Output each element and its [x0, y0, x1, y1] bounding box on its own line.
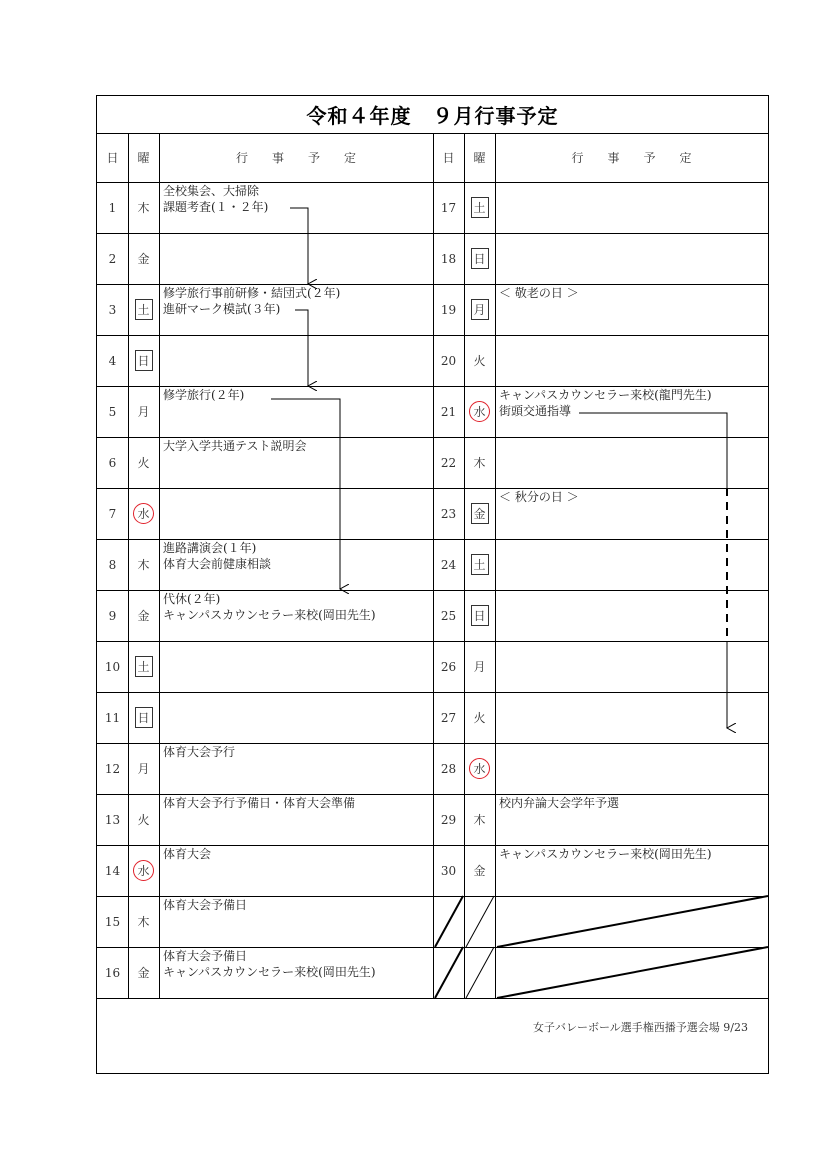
weekday-label: 木 [137, 915, 150, 929]
weekday-label: 月 [137, 405, 150, 419]
weekend-box: 日 [471, 248, 489, 269]
event-text: 進研マーク模試(３年) [163, 302, 281, 316]
event-text: 体育大会予備日 [163, 949, 248, 963]
day-number: 21 [440, 404, 457, 419]
day-number: 29 [440, 812, 457, 827]
header-events-left: 行 事 予 定 [235, 151, 356, 165]
weekend-box: 日 [135, 350, 153, 371]
day-number: 12 [104, 761, 121, 776]
day-number: 26 [440, 659, 457, 674]
day-number: 4 [108, 353, 117, 368]
arrow-traffic-guidance-top [579, 413, 727, 488]
event-text: 体育大会予行 [163, 745, 236, 759]
day-number: 25 [440, 608, 457, 623]
day-number: 27 [440, 710, 457, 725]
event-text: キャンパスカウンセラー来校(岡田先生) [499, 847, 712, 861]
event-text: 大学入学共通テスト説明会 [163, 439, 307, 453]
arrow-mock-exam [295, 310, 308, 386]
weekday-label: 金 [473, 864, 486, 878]
schedule-sheet [96, 95, 769, 1074]
event-text: 修学旅行事前研修・結団式(２年) [163, 286, 341, 300]
day-number: 13 [104, 812, 121, 827]
wednesday-circle: 水 [133, 503, 154, 524]
empty-slash-dow-1 [466, 896, 494, 947]
day-number: 17 [440, 200, 457, 215]
empty-slash-events-2 [497, 947, 768, 998]
event-text: 進路講演会(１年) [163, 541, 257, 555]
day-number: 11 [104, 710, 121, 725]
day-number: 19 [440, 302, 457, 317]
weekend-box: 日 [135, 707, 153, 728]
page-title: 令和４年度 ９月行事予定 [306, 104, 559, 128]
empty-slash-day-2 [435, 947, 463, 998]
day-number: 15 [104, 914, 121, 929]
day-number: 28 [440, 761, 457, 776]
weekend-box: 日 [471, 605, 489, 626]
event-text: 課題考査(１・２年) [163, 200, 269, 214]
arrow-exam [290, 208, 308, 284]
annotation-arrows [97, 96, 768, 1073]
event-text: 体育大会前健康相談 [163, 557, 272, 571]
header-day-left: 日 [106, 151, 119, 165]
weekend-box: 土 [471, 554, 489, 575]
wednesday-circle: 水 [469, 401, 490, 422]
weekday-label: 木 [473, 813, 486, 827]
day-number: 20 [440, 353, 457, 368]
weekday-label: 月 [137, 762, 150, 776]
weekday-label: 金 [137, 252, 150, 266]
day-number: 9 [108, 608, 117, 623]
weekday-label: 火 [473, 354, 486, 368]
weekend-box: 土 [135, 656, 153, 677]
empty-slash-dow-2 [466, 947, 494, 998]
event-text: 体育大会 [163, 847, 212, 861]
weekend-box: 土 [135, 299, 153, 320]
day-number: 5 [108, 404, 117, 419]
weekday-label: 火 [137, 456, 150, 470]
day-number: 1 [108, 200, 117, 215]
wednesday-circle: 水 [133, 860, 154, 881]
empty-slash-events-1 [497, 896, 768, 947]
weekday-label: 木 [137, 201, 150, 215]
weekday-label: 木 [473, 456, 486, 470]
weekday-label: 火 [473, 711, 486, 725]
day-number: 14 [104, 863, 121, 878]
empty-slash-day-1 [435, 896, 463, 947]
weekday-label: 金 [137, 966, 150, 980]
day-number: 30 [440, 863, 457, 878]
event-text: 全校集会、大掃除 [163, 184, 260, 198]
header-events-right: 行 事 予 定 [571, 151, 692, 165]
event-text: ＜ 敬老の日 ＞ [499, 286, 579, 300]
header-day-right: 日 [442, 151, 455, 165]
day-number: 3 [108, 302, 117, 317]
weekday-label: 木 [137, 558, 150, 572]
day-number: 6 [108, 455, 117, 470]
event-text: 代休(２年) [163, 592, 221, 606]
arrow-school-trip [271, 399, 340, 589]
weekday-label: 火 [137, 813, 150, 827]
event-text: 体育大会予行予備日・体育大会準備 [163, 796, 356, 810]
weekend-box: 月 [471, 299, 489, 320]
weekday-label: 月 [473, 660, 486, 674]
footer-note: 女子バレーボール選手権西播予選会場 9/23 [533, 1021, 748, 1034]
day-number: 22 [440, 455, 457, 470]
event-text: キャンパスカウンセラー来校(岡田先生) [163, 608, 376, 622]
weekend-box: 土 [471, 197, 489, 218]
event-text: ＜ 秋分の日 ＞ [499, 490, 579, 504]
event-text: キャンパスカウンセラー来校(龍門先生) [499, 388, 712, 402]
event-text: 修学旅行(２年) [163, 388, 245, 402]
day-number: 23 [440, 506, 457, 521]
day-number: 10 [104, 659, 121, 674]
header-dow-left: 曜 [137, 151, 150, 165]
day-number: 7 [108, 506, 117, 521]
event-text: キャンパスカウンセラー来校(岡田先生) [163, 965, 376, 979]
event-text: 体育大会予備日 [163, 898, 248, 912]
wednesday-circle: 水 [469, 758, 490, 779]
event-text: 街頭交通指導 [499, 404, 572, 418]
day-number: 2 [108, 251, 117, 266]
event-text: 校内弁論大会学年予選 [499, 796, 620, 810]
day-number: 8 [108, 557, 117, 572]
header-dow-right: 曜 [473, 151, 486, 165]
day-number: 16 [104, 965, 121, 980]
weekday-label: 金 [137, 609, 150, 623]
day-number: 24 [440, 557, 457, 572]
weekend-box: 金 [471, 503, 489, 524]
day-number: 18 [440, 251, 457, 266]
